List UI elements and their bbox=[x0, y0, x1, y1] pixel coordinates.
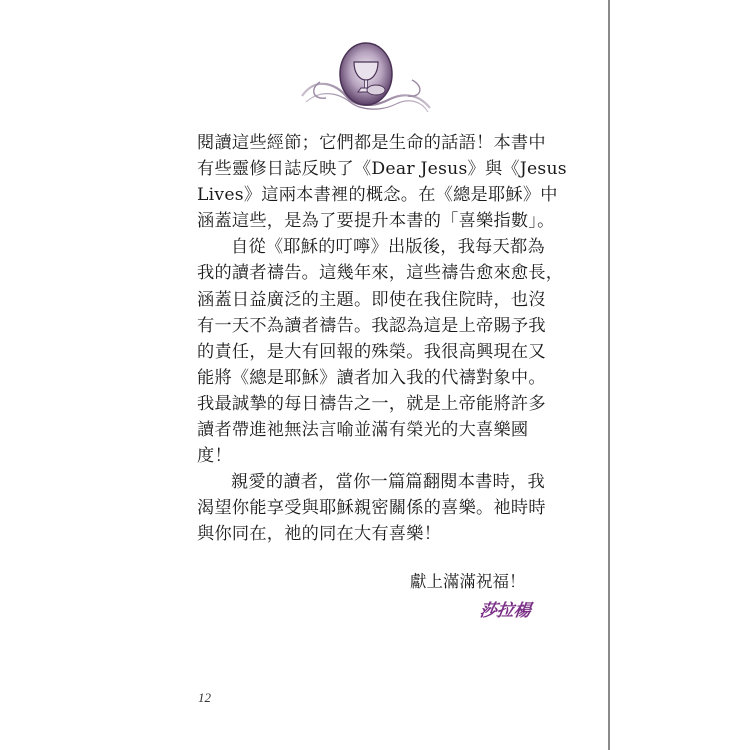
body-line: 涵蓋日益廣泛的主題。即使在我住院時，也沒 bbox=[197, 289, 546, 310]
body-line: 我最誠摯的每日禱告之一，就是上帝能將許多 bbox=[197, 393, 546, 414]
body-line: 度！ bbox=[197, 446, 232, 467]
body-line: 涵蓋這些，是為了要提升本書的「喜樂指數」。 bbox=[197, 211, 555, 232]
body-line: 有一天不為讀者禱告。我認為這是上帝賜予我 bbox=[197, 315, 546, 336]
chalice-ornament-icon bbox=[296, 36, 436, 120]
closing-blessing: 獻上滿滿祝福！ bbox=[410, 572, 526, 591]
page-edge-divider bbox=[608, 0, 610, 750]
body-line: 能將《總是耶穌》讀者加入我的代禱對象中。 bbox=[197, 367, 546, 388]
body-line: 讀者帶進祂無法言喻並滿有榮光的大喜樂國 bbox=[197, 420, 529, 441]
body-text bbox=[197, 130, 567, 548]
body-line: 與你同在，祂的同在大有喜樂！ bbox=[197, 524, 442, 545]
body-line: 的責任，是大有回報的殊榮。我很高興現在又 bbox=[197, 341, 546, 362]
author-signature: 莎拉楊 bbox=[478, 601, 533, 621]
body-line: 有些靈修日誌反映了《Dear Jesus》與《Jesus bbox=[197, 159, 567, 180]
body-line: Lives》這兩本書裡的概念。在《總是耶穌》中 bbox=[197, 185, 558, 206]
page-number: 12 bbox=[198, 690, 211, 705]
body-line: 自從《耶穌的叮嚀》出版後，我每天都為 bbox=[231, 237, 545, 258]
body-line: 我的讀者禱告。這幾年來，這些禱告愈來愈長， bbox=[197, 263, 564, 284]
body-line: 閱讀這些經節；它們都是生命的話語！本書中 bbox=[197, 133, 546, 153]
body-line: 渴望你能享受與耶穌親密關係的喜樂。祂時時 bbox=[197, 498, 546, 519]
body-line: 親愛的讀者，當你一篇篇翻閱本書時，我 bbox=[231, 472, 545, 493]
